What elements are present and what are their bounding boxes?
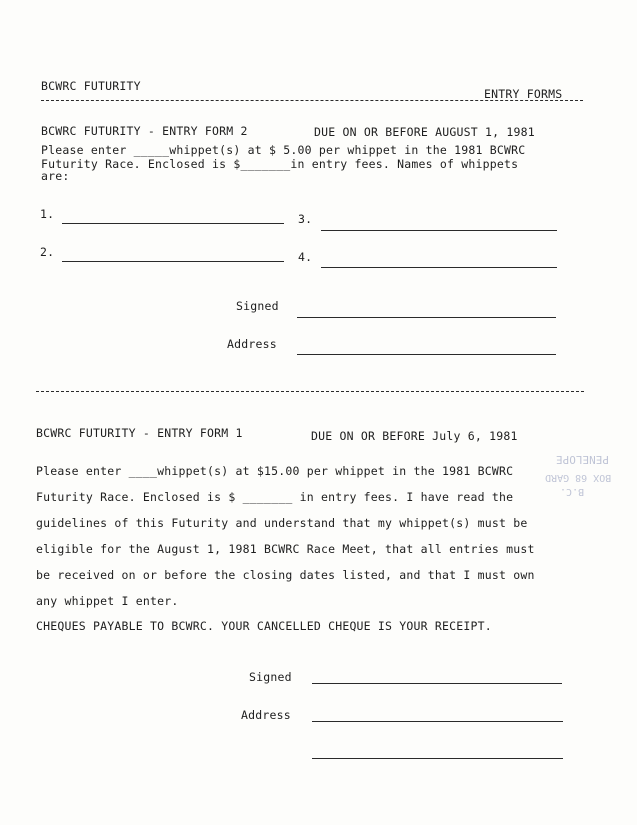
header-title: BCWRC FUTURITY [41, 79, 141, 93]
stamp-bleed-line2: BOX 68 GARD [545, 472, 612, 483]
form1-title: BCWRC FUTURITY - ENTRY FORM 1 [36, 426, 243, 440]
form1-due-date: DUE ON OR BEFORE July 6, 1981 [311, 429, 518, 443]
stamp-bleed-line3: B.C. [560, 486, 585, 497]
form2-paragraph-line3: are: [41, 169, 70, 183]
header-divider [41, 100, 583, 101]
form2-paragraph-line2: Futurity Race. Enclosed is $_______in entry fees. Names of whippets [41, 157, 519, 171]
form1-address-line-1[interactable] [312, 721, 563, 722]
form2-number-4: 4. [298, 250, 313, 264]
header-entry-forms: ENTRY FORMS [484, 87, 563, 101]
form1-cheques-notice: CHEQUES PAYABLE TO BCWRC. YOUR CANCELLED CHEQUE IS YOUR RECEIPT. [36, 619, 492, 633]
form2-signed-label: Signed [236, 299, 279, 313]
form1-paragraph-line: be received on or before the closing dates listed, and that I must own [36, 568, 535, 582]
form2-signature-line[interactable] [297, 317, 556, 318]
form1-address-line-2[interactable] [312, 758, 563, 759]
form2-whippet-name-line-2[interactable] [62, 261, 284, 262]
form1-paragraph-line: Futurity Race. Enclosed is $ _______ in entry fees. I have read the [36, 490, 514, 504]
form2-title: BCWRC FUTURITY - ENTRY FORM 2 [41, 124, 248, 138]
form2-number-3: 3. [298, 212, 313, 226]
form1-paragraph-line: Please enter ____whippet(s) at $15.00 per whippet in the 1981 BCWRC [36, 464, 514, 478]
form2-address-line[interactable] [297, 354, 556, 355]
form2-number-1: 1. [40, 207, 55, 221]
form1-signed-label: Signed [249, 670, 292, 684]
stamp-bleed-line1: PENELOPE [556, 453, 609, 466]
form1-paragraph-line: eligible for the August 1, 1981 BCWRC Race Meet, that all entries must [36, 542, 535, 556]
form1-signature-line[interactable] [312, 683, 562, 684]
form2-due-date: DUE ON OR BEFORE AUGUST 1, 1981 [314, 125, 535, 139]
form2-whippet-name-line-4[interactable] [321, 267, 557, 268]
section-divider [36, 391, 584, 392]
form2-whippet-name-line-3[interactable] [321, 230, 557, 231]
form2-number-2: 2. [40, 245, 55, 259]
form2-whippet-name-line-1[interactable] [62, 223, 284, 224]
form1-paragraph-line: guidelines of this Futurity and understand that my whippet(s) must be [36, 516, 528, 530]
form1-address-label: Address [241, 708, 291, 722]
form2-paragraph-line1: Please enter _____whippet(s) at $ 5.00 per whippet in the 1981 BCWRC [41, 143, 526, 157]
form1-paragraph-line: any whippet I enter. [36, 594, 179, 608]
form2-address-label: Address [227, 337, 277, 351]
